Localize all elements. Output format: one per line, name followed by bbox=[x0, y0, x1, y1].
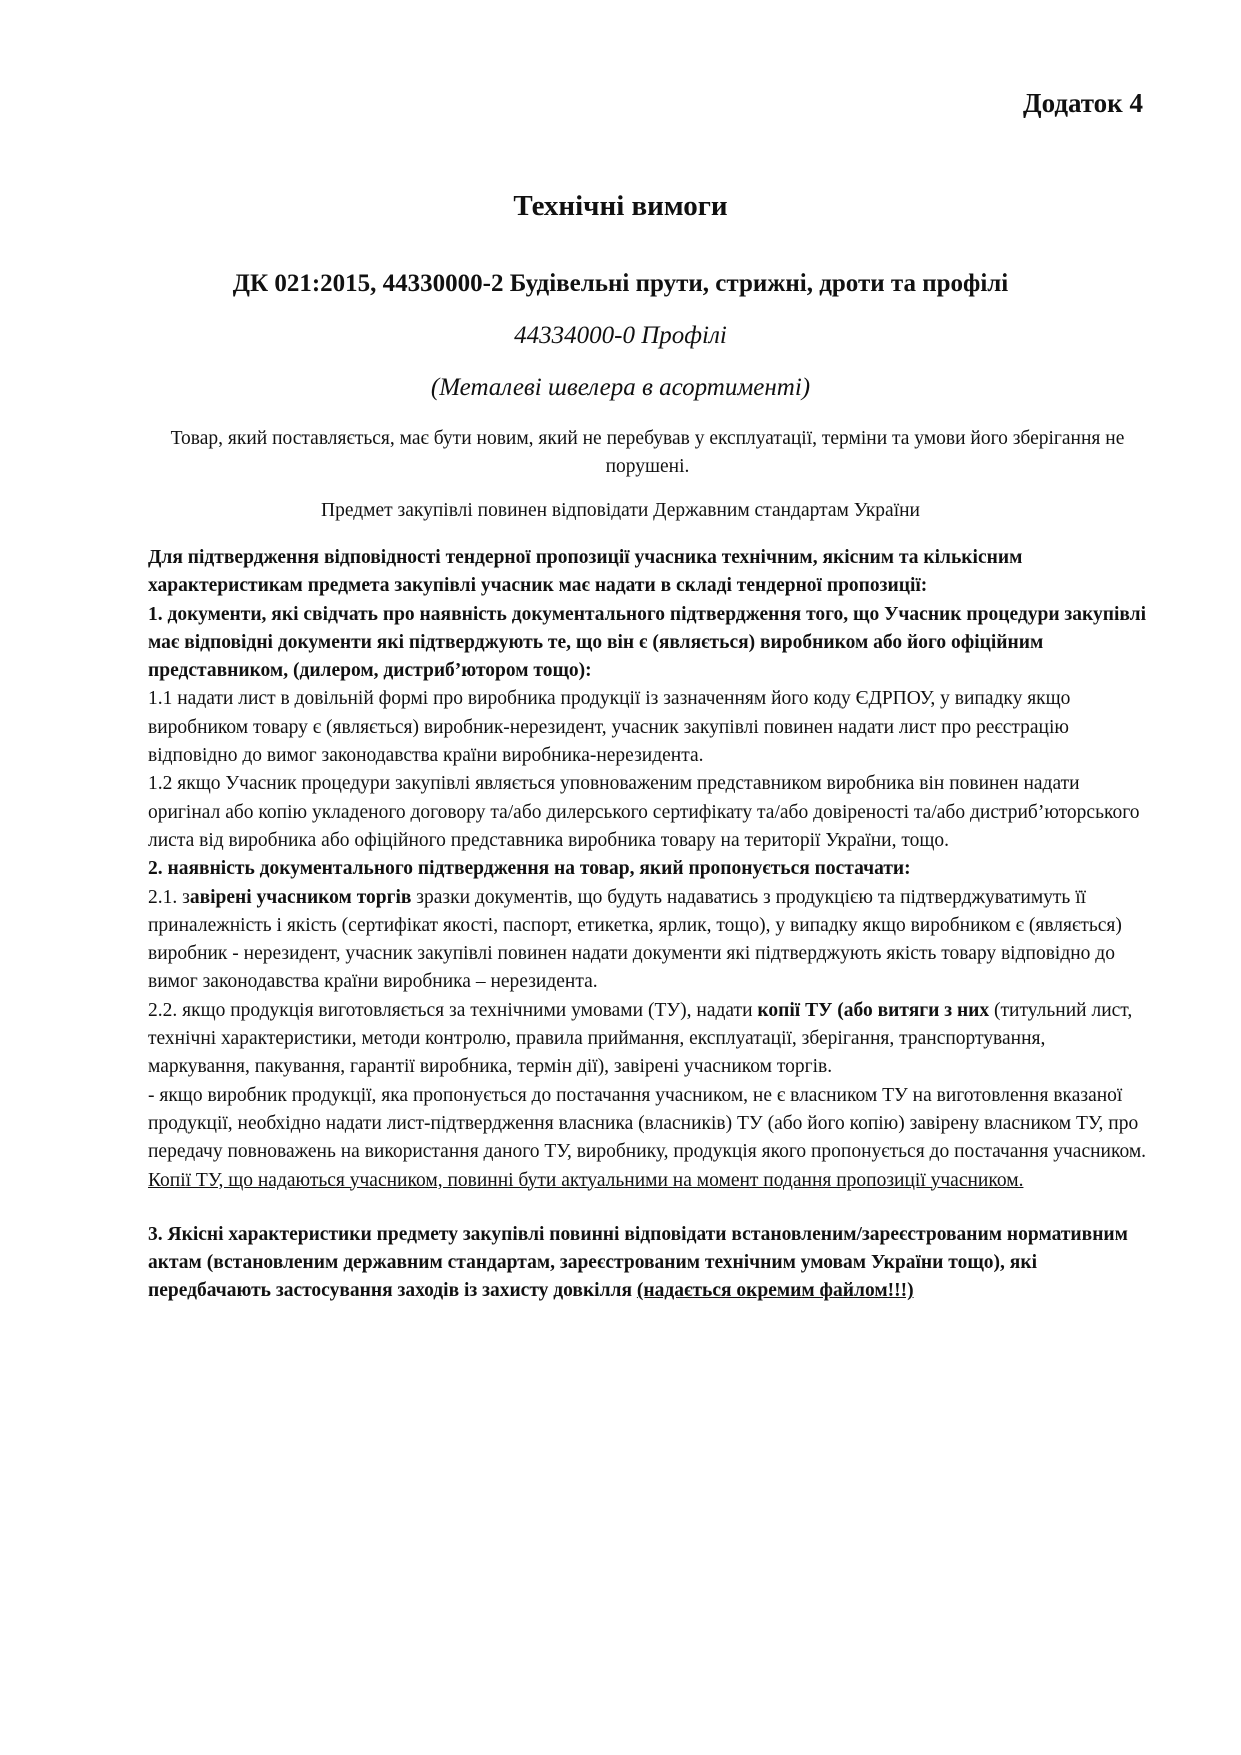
paragraph-gap bbox=[148, 1195, 1148, 1221]
section-1-heading: 1. документи, які свідчать про наявність документального підтвердження того, що Учасник процедури закупівлі має відповідні документи які підтверджують те, що він є (являється) виробником або його офіційним представником, (дилером, дистриб’ютором тощо): bbox=[148, 603, 1147, 682]
section-2-2-prefix: 2.2. якщо продукція виготовляється за технічними умовами (ТУ), надати bbox=[148, 999, 758, 1021]
section-2-2-rest: (титульний лист, технічні характеристики, методи контролю, правила приймання, експлуатації, зберігання, транспортування, маркування, пакування, гарантії виробника, термін дії), завірені учасником торгів. bbox=[148, 999, 1133, 1078]
document-title: Технічні вимоги bbox=[513, 190, 728, 222]
section-2-note: Копії ТУ, що надаються учасником, повинні бути актуальними на момент подання пропозиції учасником. bbox=[148, 1169, 1024, 1191]
section-2-heading: 2. наявність документального підтвердження на товар, який пропонується постачати: bbox=[148, 858, 911, 880]
section-2-1-prefix: 2.1. з bbox=[148, 886, 190, 908]
section-2-3: - якщо виробник продукції, яка пропонується до постачання учасником, не є власником ТУ на виготовлення вказаної продукції, необхідно надати лист-підтвердження власника (власників) ТУ (або його копію) завірену власником ТУ, про передачу повноважень на використання даного ТУ, виробнику, продукція якого пропонується до постачання учасником. bbox=[148, 1084, 1147, 1163]
section-2-2-bold: копії ТУ (або витяги з них bbox=[757, 999, 990, 1021]
section-2-1-rest: зразки документів, що будуть надаватись з продукцією та підтверджуватимуть її приналежність і якість (сертифікат якості, паспорт, етикетка, ярлик, тощо), у випадку якщо виробником є (являється) виробник - нерезидент, учасник закупівлі повинен надати документи які підтверджують якість товару відповідно до вимог законодавства країни виробника – нерезидента. bbox=[148, 886, 1122, 993]
assortment-note: (Металеві швелера в асортименті) bbox=[430, 374, 811, 401]
lead-paragraph: Для підтвердження відповідності тендерної пропозиції учасника технічним, якісним та кількісним характеристикам предмета закупівлі учасник має надати в складі тендерної пропозиції: bbox=[148, 547, 1023, 597]
classifier-code: 44334000-0 Профілі bbox=[514, 322, 727, 349]
new-goods-paragraph: Товар, який поставляється, має бути новим, який не перебував у експлуатації, терміни та умови його зберігання не порушені. bbox=[170, 428, 1125, 477]
section-2-2 bbox=[148, 997, 1148, 1082]
section-3 bbox=[148, 1221, 1148, 1306]
standards-paragraph: Предмет закупівлі повинен відповідати Державним стандартам України bbox=[321, 500, 920, 521]
section-1-1: 1.1 надати лист в довільній формі про виробника продукції із зазначенням його коду ЄДРПОУ, у випадку якщо виробником товару є (являється) виробник-нерезидент, учасник закупівлі повинен надати лист про реєстрацію відповідно до вимог законодавства країни виробника-нерезидента. bbox=[148, 688, 1071, 767]
appendix-label: Додаток 4 bbox=[1023, 88, 1143, 118]
section-2-1-bold: авірені учасником торгів bbox=[189, 886, 412, 908]
section-3-heading: 3. Якісні характеристики предмету закупівлі повинні відповідати встановленим/зареєстрованим нормативним актам (встановленим державним стандартам, зареєстрованим технічним умовам України тощо), які передбачають застосування заходів із захисту довкілля bbox=[148, 1223, 1128, 1302]
section-2-1 bbox=[148, 884, 1148, 997]
section-3-note: (надається окремим файлом!!!) bbox=[636, 1280, 914, 1302]
classifier-subtitle: ДК 021:2015, 44330000-2 Будівельні прути, стрижні, дроти та профілі bbox=[232, 270, 1009, 297]
requirements-body bbox=[148, 544, 1148, 1306]
section-1-2: 1.2 якщо Учасник процедури закупівлі являється уповноваженим представником виробника він повинен надати оригінал або копію укладеного договору та/або дилерського сертифікату та/або довіреності та/або дистриб’юторського листа від виробника або офіційного представника виробника товару на території України, тощо. bbox=[148, 773, 1140, 851]
